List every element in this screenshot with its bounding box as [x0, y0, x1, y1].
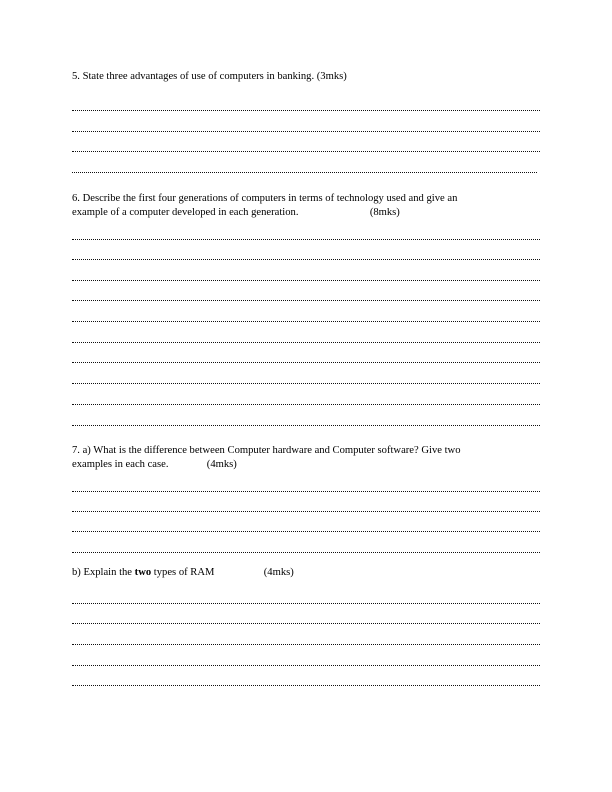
question-6-line-2 — [72, 206, 542, 220]
answer-line[interactable] — [72, 623, 540, 624]
answer-line[interactable] — [72, 685, 540, 686]
question-6-line-2-text: example of a computer developed in each generation. — [72, 207, 299, 218]
question-7b-suffix: types of RAM — [151, 567, 215, 578]
question-7b-marks: (4mks) — [263, 567, 294, 578]
question-7b — [72, 566, 542, 580]
question-7b-emphasis: two — [134, 567, 152, 578]
answer-line[interactable] — [72, 531, 540, 532]
answer-line[interactable] — [72, 644, 540, 645]
answer-line[interactable] — [72, 300, 540, 301]
question-6-line-1: 6. Describe the first four generations of computers in terms of technology used and give an — [72, 193, 458, 204]
answer-line[interactable] — [72, 280, 540, 281]
answer-line[interactable] — [72, 425, 540, 426]
answer-line[interactable] — [72, 404, 540, 405]
question-7a-line-1: 7. a) What is the difference between Computer hardware and Computer software? Give two — [72, 445, 461, 456]
question-7a-marks: (4mks) — [206, 459, 237, 470]
answer-line[interactable] — [72, 383, 540, 384]
answer-line[interactable] — [72, 239, 540, 240]
question-7a-line-2 — [72, 458, 542, 472]
answer-line[interactable] — [72, 131, 540, 132]
question-7a-line-2-text: examples in each case. — [72, 459, 169, 470]
answer-line[interactable] — [72, 151, 540, 152]
question-6-marks: (8mks) — [369, 207, 400, 218]
question-7a — [72, 444, 542, 472]
answer-line[interactable] — [72, 552, 540, 553]
answer-line[interactable] — [72, 321, 540, 322]
question-7b-prefix: b) Explain the — [72, 567, 135, 578]
answer-line[interactable] — [72, 362, 540, 363]
answer-line[interactable] — [72, 491, 540, 492]
question-5-text: 5. State three advantages of use of computers in banking. (3mks) — [72, 71, 347, 82]
answer-line[interactable] — [72, 511, 540, 512]
question-6 — [72, 192, 542, 220]
question-5 — [72, 70, 542, 84]
answer-line[interactable] — [72, 342, 540, 343]
answer-line[interactable] — [72, 603, 540, 604]
answer-line[interactable] — [72, 110, 540, 111]
answer-line[interactable] — [72, 259, 540, 260]
answer-line[interactable] — [72, 665, 540, 666]
answer-line[interactable] — [72, 172, 537, 173]
